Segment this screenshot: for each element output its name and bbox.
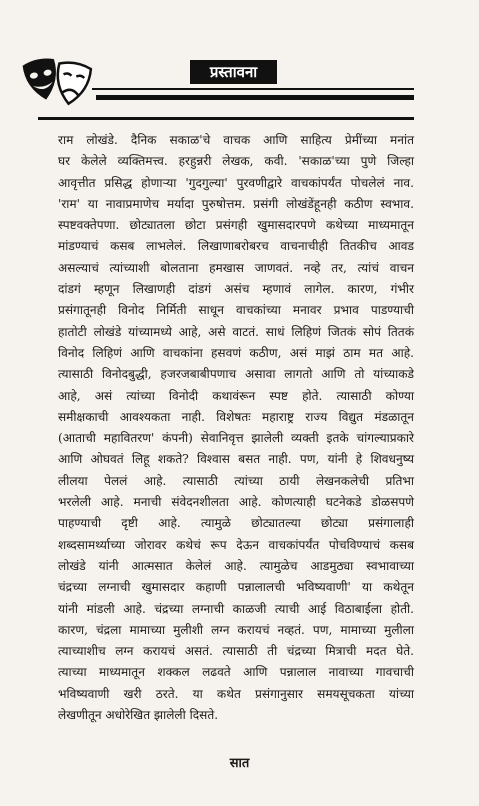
page-number: सात bbox=[229, 756, 250, 771]
text-line: समीक्षकाची आवश्यकता नाही. विशेषतः महाराष्ट्र राज्य विद्युत मंडळातून bbox=[58, 409, 414, 424]
text-line: भरलेली आहे. मनाची संवेदनशीलता आहे. कोणत्याही घटनेकडे डोळसपणे bbox=[58, 495, 414, 510]
theatre-masks-icon bbox=[22, 54, 94, 112]
text-line: कारण, चंद्रला मामाच्या मुलीशी लग्न करायचं नव्हतं. पण, मामाच्या मुलीला bbox=[58, 622, 414, 637]
text-line: चंद्रच्या लग्नाची खुमासदार कहाणी पन्नालालची भविष्यवाणी' या कथेतून bbox=[58, 580, 414, 595]
text-line: त्याच्या माध्यमातून शक्कल लढवते आणि पन्नालाल नावाच्या गावचाची bbox=[58, 665, 414, 680]
text-line: लीलया पेललं आहे. त्यासाठी त्यांच्या ठायी लेखनकलेची प्रतिभा bbox=[58, 473, 414, 488]
text-line: हातोटी लोखंडे यांच्यामध्ये आहे, असे वाटतं. साधं लिहिणं जितकं सोपं तितकं bbox=[58, 324, 414, 339]
header-rule bbox=[38, 117, 414, 120]
text-line: विनोद लिहिणं आणि वाचकांना हसवणं कठीण, असं माझं ठाम मत आहे. bbox=[58, 345, 414, 360]
text-line: स्पष्टवक्तेपणा. छोट्यातला छोटा प्रसंगही खुमासदारपणे कथेच्या माध्यमातून bbox=[58, 218, 414, 233]
text-line: भविष्यवाणी खरी ठरते. या कथेत प्रसंगानुसार समयसूचकता यांच्या bbox=[58, 686, 414, 701]
text-line: यांनी मांडली आहे. चंद्रच्या लग्नाची काळजी त्याची आई विठाबाईला होती. bbox=[58, 601, 414, 616]
header-rule bbox=[96, 95, 414, 100]
text-line: आहे, असं त्यांच्या विनोदी कथावंरून स्पष्ट होते. त्यासाठी कोण्या bbox=[58, 388, 414, 403]
page-title: प्रस्तावना bbox=[190, 60, 277, 84]
text-line: राम लोखंडे. दैनिक सकाळ'चे वाचक आणि साहित्य प्रेमींच्या मनांत bbox=[58, 133, 414, 147]
text-line: 'राम' या नावाप्रमाणेच मर्यादा पुरुषोत्तम. प्रसंगी लोखंडेंहूनही कठीण स्वभाव. bbox=[58, 196, 414, 211]
text-line: असल्याचं त्यांच्याशी बोलताना हमखास जाणवतं. नव्हे तर, त्यांचं वाचन bbox=[58, 260, 414, 275]
text-line: घर केलेले व्यक्तिमत्त्व. हरहुन्नरी लेखक, कवी. 'सकाळ'च्या पुणे जिल्हा bbox=[58, 154, 414, 169]
text-line: लेखणीतून अधोरेखित झालेली दिसते. bbox=[58, 708, 219, 723]
text-line: प्रसंगातूनही विनोद निर्मिती साधून वाचकांच्या मनावर प्रभाव पाडण्याची bbox=[58, 303, 414, 318]
header-rule bbox=[92, 88, 414, 90]
text-line: त्यासाठी विनोदबुद्धी, हजरजबाबीपणाच असावा लागतो आणि तो यांच्याकडे bbox=[58, 367, 414, 382]
text-line: त्याच्याशीच लग्न करायचं असतं. त्यासाठी ती चंद्रच्या मित्राची मदत घेते. bbox=[58, 644, 414, 659]
text-line: दांडगं म्हणून लिखाणही दांडगं असंच म्हणावं लागेल. कारण, गंभीर bbox=[58, 282, 414, 297]
body-text bbox=[58, 130, 414, 726]
text-line: पाहण्याची दृष्टी आहे. त्यामुळे छोट्यातल्या छोट्या प्रसंगालाही bbox=[58, 516, 414, 531]
text-line: आणि ओघवतं लिहू शकते? विश्वास बसत नाही. पण, यांनी हे शिवधनुष्य bbox=[58, 452, 414, 467]
text-line: लोखंडे यांनी आत्मसात केलेलं आहे. त्यामुळेच आडमुठ्या स्वभावाच्या bbox=[58, 558, 414, 573]
text-line: शब्दसामर्थ्याच्या जोरावर कथेचं रूप देऊन वाचकांपर्यंत पोचविण्याचं कसब bbox=[58, 537, 414, 552]
text-line: मांडण्याचं कसब लाभलेलं. लिखाणाबरोबरच वाचनाचीही तितकीच आवड bbox=[58, 239, 414, 254]
text-line: (आताची महावितरण' कंपनी) सेवानिवृत्त झालेली व्यक्ती इतके चांगल्याप्रकारे bbox=[58, 431, 414, 446]
text-line: आवृत्तीत प्रसिद्ध होणाऱ्या 'गुदगुल्या' पुरवणीद्वारे वाचकांपर्यंत पोचलेलं नाव. bbox=[58, 175, 414, 190]
